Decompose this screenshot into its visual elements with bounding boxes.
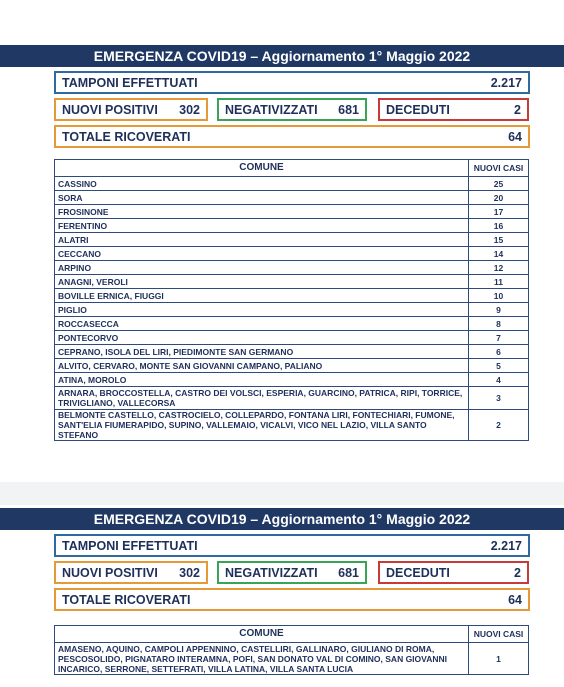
comune-cell: ATINA, MOROLO [55, 373, 469, 387]
table-row [55, 643, 529, 675]
comune-cell: ROCCASECCA [55, 317, 469, 331]
casi-cell: 7 [469, 331, 529, 345]
comune-cell: BOVILLE ERNICA, FIUGGI [55, 289, 469, 303]
casi-cell: 10 [469, 289, 529, 303]
casi-cell: 5 [469, 359, 529, 373]
table-row [55, 177, 529, 191]
table-row [55, 373, 529, 387]
negativizzati-value: 681 [338, 102, 359, 117]
casi-table [54, 159, 529, 441]
comune-header: COMUNE [55, 160, 469, 177]
tamponi-box [54, 534, 530, 557]
table-row [55, 345, 529, 359]
comune-cell: ALVITO, CERVARO, MONTE SAN GIOVANNI CAMPANO, PALIANO [55, 359, 469, 373]
comune-cell: BELMONTE CASTELLO, CASTROCIELO, COLLEPARDO, FONTANA LIRI, FONTECHIARI, FUMONE, SANT'ELIA FIUMERAPIDO, SUPINO, VALLEMAIO, VICALVI, VICO NEL LAZIO, VILLA SANTO STEFANO [55, 410, 469, 441]
tamponi-label: TAMPONI EFFETTUATI [62, 538, 198, 553]
table-row [55, 219, 529, 233]
table-row [55, 387, 529, 410]
deceduti-label: DECEDUTI [386, 102, 450, 117]
nuovi-casi-header: NUOVI CASI [469, 626, 529, 643]
table-row [55, 359, 529, 373]
comune-cell: PIGLIO [55, 303, 469, 317]
casi-cell: 6 [469, 345, 529, 359]
casi-cell: 1 [469, 643, 529, 675]
comune-cell: FERENTINO [55, 219, 469, 233]
table-row [55, 275, 529, 289]
tamponi-box [54, 71, 530, 94]
ricoverati-box [54, 125, 530, 148]
ricoverati-value: 64 [508, 592, 522, 607]
table-row [55, 247, 529, 261]
casi-cell: 2 [469, 410, 529, 441]
positivi-label: NUOVI POSITIVI [62, 565, 158, 580]
casi-cell: 12 [469, 261, 529, 275]
negativizzati-label: NEGATIVIZZATI [225, 102, 318, 117]
table-row [55, 191, 529, 205]
negativizzati-box [217, 98, 367, 121]
tamponi-value: 2.217 [490, 538, 522, 553]
nuovi-casi-header: NUOVI CASI [469, 160, 529, 177]
tamponi-value: 2.217 [490, 75, 522, 90]
ricoverati-value: 64 [508, 129, 522, 144]
comune-cell: PONTECORVO [55, 331, 469, 345]
negativizzati-value: 681 [338, 565, 359, 580]
comune-cell: CECCANO [55, 247, 469, 261]
table-row [55, 233, 529, 247]
casi-cell: 17 [469, 205, 529, 219]
comune-cell: AMASENO, AQUINO, CAMPOLI APPENNINO, CASTELLIRI, GALLINARO, GIULIANO DI ROMA, PESCOSOLIDO, PIGNATARO INTERAMNA, POFI, SAN DONATO VAL DI COMINO, SAN GIOVANNI INCARICO, SERRONE, SETTEFRATI, VILLA LATINA, VILLA SANTA LUCIA [55, 643, 469, 675]
table-row [55, 303, 529, 317]
bulletin-title: EMERGENZA COVID19 – Aggiornamento 1° Maggio 2022 [0, 45, 564, 67]
table-row [55, 331, 529, 345]
casi-cell: 16 [469, 219, 529, 233]
casi-cell: 11 [469, 275, 529, 289]
casi-table [54, 625, 529, 675]
deceduti-box [378, 98, 529, 121]
bulletin-title: EMERGENZA COVID19 – Aggiornamento 1° Maggio 2022 [0, 508, 564, 530]
casi-cell: 14 [469, 247, 529, 261]
table-row [55, 289, 529, 303]
ricoverati-label: TOTALE RICOVERATI [62, 129, 191, 144]
ricoverati-box [54, 588, 530, 611]
negativizzati-label: NEGATIVIZZATI [225, 565, 318, 580]
table-row [55, 205, 529, 219]
table-row [55, 410, 529, 441]
deceduti-value: 2 [514, 565, 521, 580]
tamponi-label: TAMPONI EFFETTUATI [62, 75, 198, 90]
casi-cell: 4 [469, 373, 529, 387]
comune-cell: ARNARA, BROCCOSTELLA, CASTRO DEI VOLSCI, ESPERIA, GUARCINO, PATRICA, RIPI, TORRICE, TRIVIGLIANO, VALLECORSA [55, 387, 469, 410]
comune-cell: CEPRANO, ISOLA DEL LIRI, PIEDIMONTE SAN GERMANO [55, 345, 469, 359]
ricoverati-label: TOTALE RICOVERATI [62, 592, 191, 607]
casi-cell: 3 [469, 387, 529, 410]
comune-cell: CASSINO [55, 177, 469, 191]
negativizzati-box [217, 561, 367, 584]
table-row [55, 317, 529, 331]
comune-cell: ARPINO [55, 261, 469, 275]
comune-cell: ANAGNI, VEROLI [55, 275, 469, 289]
casi-cell: 20 [469, 191, 529, 205]
positivi-value: 302 [179, 565, 200, 580]
comune-cell: ALATRI [55, 233, 469, 247]
positivi-value: 302 [179, 102, 200, 117]
comune-cell: FROSINONE [55, 205, 469, 219]
deceduti-value: 2 [514, 102, 521, 117]
deceduti-label: DECEDUTI [386, 565, 450, 580]
casi-cell: 15 [469, 233, 529, 247]
casi-cell: 25 [469, 177, 529, 191]
comune-cell: SORA [55, 191, 469, 205]
positivi-box [54, 561, 208, 584]
table-row [55, 261, 529, 275]
positivi-box [54, 98, 208, 121]
casi-cell: 8 [469, 317, 529, 331]
positivi-label: NUOVI POSITIVI [62, 102, 158, 117]
casi-cell: 9 [469, 303, 529, 317]
bulletin-panel-2 [0, 505, 564, 687]
deceduti-box [378, 561, 529, 584]
comune-header: COMUNE [55, 626, 469, 643]
